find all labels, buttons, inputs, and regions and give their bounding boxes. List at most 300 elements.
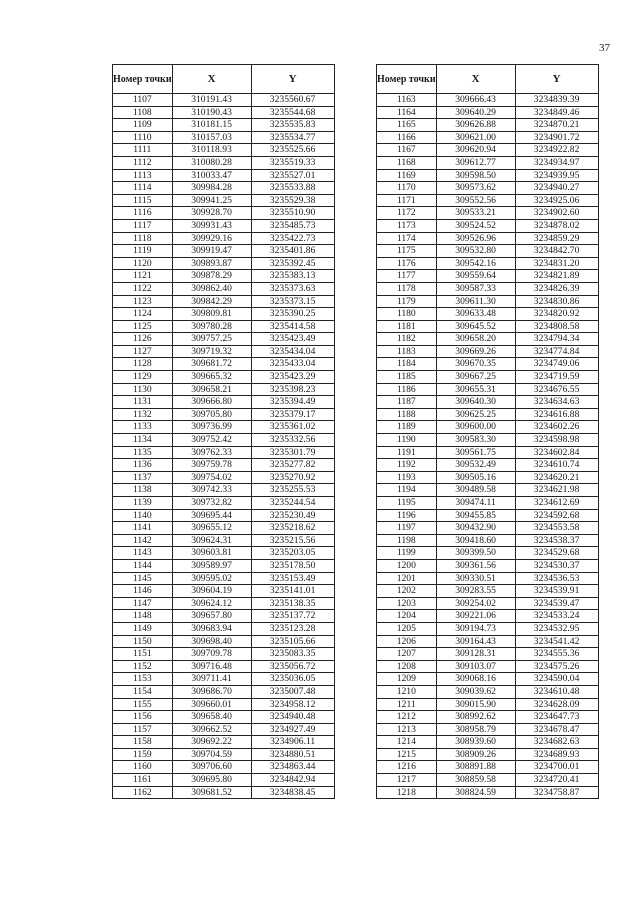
table-row (113, 559, 335, 572)
cell-point-number: 1149 (113, 622, 173, 635)
cell-point-number: 1124 (113, 308, 173, 321)
cell-y: 3234906.11 (251, 736, 334, 749)
cell-point-number: 1204 (377, 610, 437, 623)
cell-x: 309432.90 (436, 522, 515, 535)
table-row (377, 446, 599, 459)
cell-x: 309732.82 (172, 497, 251, 510)
cell-y: 3234940.48 (251, 711, 334, 724)
cell-y: 3234831.20 (515, 257, 598, 270)
cell-point-number: 1121 (113, 270, 173, 283)
table-row (113, 685, 335, 698)
cell-point-number: 1205 (377, 622, 437, 635)
table-row (113, 106, 335, 119)
cell-y: 3235519.33 (251, 156, 334, 169)
cell-y: 3235215.56 (251, 534, 334, 547)
table-row (113, 308, 335, 321)
table-row (113, 572, 335, 585)
table-row (113, 497, 335, 510)
cell-point-number: 1198 (377, 534, 437, 547)
table-row (113, 534, 335, 547)
cell-x: 309984.28 (172, 182, 251, 195)
cell-y: 3234532.95 (515, 622, 598, 635)
cell-x: 309559.64 (436, 270, 515, 283)
cell-y: 3234927.49 (251, 723, 334, 736)
table-row (113, 144, 335, 157)
table-row (377, 610, 599, 623)
cell-x: 309780.28 (172, 320, 251, 333)
cell-y: 3234830.86 (515, 295, 598, 308)
cell-x: 310033.47 (172, 169, 251, 182)
cell-y: 3234859.29 (515, 232, 598, 245)
table-row (377, 94, 599, 107)
cell-point-number: 1215 (377, 748, 437, 761)
cell-y: 3234794.34 (515, 333, 598, 346)
cell-x: 309757.25 (172, 333, 251, 346)
cell-x: 309600.00 (436, 421, 515, 434)
table-row (113, 761, 335, 774)
cell-point-number: 1211 (377, 698, 437, 711)
table-row (113, 421, 335, 434)
table-row (377, 497, 599, 510)
cell-x: 310191.43 (172, 94, 251, 107)
table-row (377, 622, 599, 635)
table-row (113, 270, 335, 283)
cell-y: 3234842.70 (515, 245, 598, 258)
cell-point-number: 1170 (377, 182, 437, 195)
cell-y: 3235560.67 (251, 94, 334, 107)
cell-y: 3234842.94 (251, 774, 334, 787)
cell-y: 3234689.93 (515, 748, 598, 761)
cell-x: 309752.42 (172, 434, 251, 447)
cell-y: 3234880.51 (251, 748, 334, 761)
cell-x: 309526.96 (436, 232, 515, 245)
cell-point-number: 1119 (113, 245, 173, 258)
cell-point-number: 1112 (113, 156, 173, 169)
cell-point-number: 1203 (377, 597, 437, 610)
table-row (377, 711, 599, 724)
cell-y: 3234539.91 (515, 585, 598, 598)
cell-point-number: 1131 (113, 396, 173, 409)
cell-x: 309573.62 (436, 182, 515, 195)
cell-x: 309711.41 (172, 673, 251, 686)
cell-x: 309640.30 (436, 396, 515, 409)
cell-y: 3234553.58 (515, 522, 598, 535)
cell-x: 310181.15 (172, 119, 251, 132)
cell-y: 3235544.68 (251, 106, 334, 119)
cell-y: 3235414.58 (251, 320, 334, 333)
cell-y: 3235056.72 (251, 660, 334, 673)
table-row (377, 194, 599, 207)
cell-x: 309561.75 (436, 446, 515, 459)
table-row (113, 648, 335, 661)
cell-x: 309533.21 (436, 207, 515, 220)
cell-point-number: 1115 (113, 194, 173, 207)
cell-x: 309552.56 (436, 194, 515, 207)
cell-point-number: 1191 (377, 446, 437, 459)
cell-x: 309666.80 (172, 396, 251, 409)
cell-y: 3235383.13 (251, 270, 334, 283)
cell-y: 3234821.89 (515, 270, 598, 283)
cell-y: 3234676.55 (515, 383, 598, 396)
cell-x: 309706.60 (172, 761, 251, 774)
cell-x: 309754.02 (172, 471, 251, 484)
cell-point-number: 1171 (377, 194, 437, 207)
cell-y: 3234902.60 (515, 207, 598, 220)
cell-point-number: 1128 (113, 358, 173, 371)
cell-y: 3235433.04 (251, 358, 334, 371)
cell-y: 3234826.39 (515, 282, 598, 295)
cell-point-number: 1216 (377, 761, 437, 774)
cell-x: 309669.26 (436, 345, 515, 358)
cell-y: 3235485.73 (251, 219, 334, 232)
table-row (377, 282, 599, 295)
cell-point-number: 1206 (377, 635, 437, 648)
cell-point-number: 1165 (377, 119, 437, 132)
table-row (113, 396, 335, 409)
cell-point-number: 1138 (113, 484, 173, 497)
cell-point-number: 1212 (377, 711, 437, 724)
cell-x: 309686.70 (172, 685, 251, 698)
table-row (377, 371, 599, 384)
table-row (113, 345, 335, 358)
header-x: X (172, 65, 251, 94)
cell-x: 309762.33 (172, 446, 251, 459)
cell-point-number: 1111 (113, 144, 173, 157)
header-point-number: Номер точки (377, 65, 437, 94)
cell-x: 309587.33 (436, 282, 515, 295)
cell-y: 3234758.87 (515, 786, 598, 799)
cell-point-number: 1177 (377, 270, 437, 283)
cell-point-number: 1186 (377, 383, 437, 396)
table-row (113, 622, 335, 635)
cell-y: 3235398.23 (251, 383, 334, 396)
table-row (113, 660, 335, 673)
cell-x: 309039.62 (436, 685, 515, 698)
cell-x: 309704.59 (172, 748, 251, 761)
cell-point-number: 1136 (113, 459, 173, 472)
cell-x: 309658.40 (172, 711, 251, 724)
cell-x: 309893.87 (172, 257, 251, 270)
cell-x: 309068.16 (436, 673, 515, 686)
cell-point-number: 1159 (113, 748, 173, 761)
cell-x: 308909.26 (436, 748, 515, 761)
cell-point-number: 1150 (113, 635, 173, 648)
table-row (113, 723, 335, 736)
cell-x: 310190.43 (172, 106, 251, 119)
table-row (377, 736, 599, 749)
cell-point-number: 1140 (113, 509, 173, 522)
cell-y: 3235105.66 (251, 635, 334, 648)
table-row (113, 169, 335, 182)
cell-x: 309221.06 (436, 610, 515, 623)
cell-y: 3235529.38 (251, 194, 334, 207)
table-row (377, 270, 599, 283)
cell-point-number: 1118 (113, 232, 173, 245)
cell-y: 3235422.73 (251, 232, 334, 245)
table-row (377, 219, 599, 232)
cell-x: 310157.03 (172, 131, 251, 144)
cell-y: 3234863.44 (251, 761, 334, 774)
cell-x: 309709.78 (172, 648, 251, 661)
cell-y: 3234555.36 (515, 648, 598, 661)
cell-x: 309633.48 (436, 308, 515, 321)
cell-point-number: 1218 (377, 786, 437, 799)
cell-point-number: 1208 (377, 660, 437, 673)
cell-point-number: 1153 (113, 673, 173, 686)
cell-x: 309842.29 (172, 295, 251, 308)
cell-x: 309532.49 (436, 459, 515, 472)
cell-x: 309399.50 (436, 547, 515, 560)
cell-point-number: 1217 (377, 774, 437, 787)
table-row (377, 522, 599, 535)
cell-y: 3234839.39 (515, 94, 598, 107)
cell-x: 309620.94 (436, 144, 515, 157)
cell-y: 3235083.35 (251, 648, 334, 661)
cell-x: 309716.48 (172, 660, 251, 673)
cell-point-number: 1207 (377, 648, 437, 661)
cell-x: 309598.50 (436, 169, 515, 182)
cell-x: 308958.79 (436, 723, 515, 736)
cell-x: 309015.90 (436, 698, 515, 711)
cell-point-number: 1160 (113, 761, 173, 774)
cell-point-number: 1187 (377, 396, 437, 409)
cell-point-number: 1137 (113, 471, 173, 484)
table-row (113, 358, 335, 371)
cell-y: 3235178.50 (251, 559, 334, 572)
cell-x: 309928.70 (172, 207, 251, 220)
table-row (113, 522, 335, 535)
cell-point-number: 1116 (113, 207, 173, 220)
cell-y: 3234634.63 (515, 396, 598, 409)
table-row (113, 736, 335, 749)
cell-x: 309719.32 (172, 345, 251, 358)
table-row (377, 698, 599, 711)
table-row (377, 585, 599, 598)
cell-point-number: 1151 (113, 648, 173, 661)
cell-point-number: 1213 (377, 723, 437, 736)
cell-x: 309589.97 (172, 559, 251, 572)
cell-x: 308824.59 (436, 786, 515, 799)
cell-y: 3235218.62 (251, 522, 334, 535)
cell-x: 309103.07 (436, 660, 515, 673)
cell-y: 3234529.68 (515, 547, 598, 560)
cell-y: 3235373.15 (251, 295, 334, 308)
table-row (113, 446, 335, 459)
cell-x: 309254.02 (436, 597, 515, 610)
cell-y: 3234749.06 (515, 358, 598, 371)
cell-x: 309532.80 (436, 245, 515, 258)
cell-x: 309604.19 (172, 585, 251, 598)
table-row (113, 194, 335, 207)
cell-point-number: 1134 (113, 434, 173, 447)
table-row (377, 207, 599, 220)
cell-x: 309667.25 (436, 371, 515, 384)
cell-point-number: 1156 (113, 711, 173, 724)
cell-y: 3235141.01 (251, 585, 334, 598)
cell-point-number: 1142 (113, 534, 173, 547)
page-number: 37 (599, 42, 610, 54)
table-row (377, 245, 599, 258)
cell-y: 3235379.17 (251, 408, 334, 421)
table-row (377, 182, 599, 195)
cell-x: 309524.52 (436, 219, 515, 232)
header-y: Y (251, 65, 334, 94)
cell-x: 309695.44 (172, 509, 251, 522)
cell-x: 309660.01 (172, 698, 251, 711)
cell-point-number: 1139 (113, 497, 173, 510)
cell-y: 3234538.37 (515, 534, 598, 547)
cell-y: 3235244.54 (251, 497, 334, 510)
cell-x: 309611.30 (436, 295, 515, 308)
cell-point-number: 1210 (377, 685, 437, 698)
table-row (113, 711, 335, 724)
table-row (113, 635, 335, 648)
table-row (377, 547, 599, 560)
table-row (377, 345, 599, 358)
table-row (377, 156, 599, 169)
cell-x: 309626.88 (436, 119, 515, 132)
cell-y: 3234878.02 (515, 219, 598, 232)
table-row (377, 635, 599, 648)
cell-point-number: 1179 (377, 295, 437, 308)
table-row (113, 295, 335, 308)
cell-x: 309489.58 (436, 484, 515, 497)
cell-x: 309683.94 (172, 622, 251, 635)
table-row (113, 182, 335, 195)
cell-y: 3234682.63 (515, 736, 598, 749)
cell-x: 309474.11 (436, 497, 515, 510)
cell-y: 3234925.06 (515, 194, 598, 207)
cell-x: 309681.52 (172, 786, 251, 799)
cell-x: 308992.62 (436, 711, 515, 724)
cell-point-number: 1158 (113, 736, 173, 749)
cell-x: 309595.02 (172, 572, 251, 585)
cell-y: 3235510.90 (251, 207, 334, 220)
table-row (113, 383, 335, 396)
cell-point-number: 1197 (377, 522, 437, 535)
cell-point-number: 1180 (377, 308, 437, 321)
table-row (377, 232, 599, 245)
table-row (113, 408, 335, 421)
cell-point-number: 1209 (377, 673, 437, 686)
table-row (377, 723, 599, 736)
cell-x: 309621.00 (436, 131, 515, 144)
cell-point-number: 1109 (113, 119, 173, 132)
cell-point-number: 1167 (377, 144, 437, 157)
cell-point-number: 1214 (377, 736, 437, 749)
cell-point-number: 1183 (377, 345, 437, 358)
cell-point-number: 1169 (377, 169, 437, 182)
header-x: X (436, 65, 515, 94)
header-point-number: Номер точки (113, 65, 173, 94)
cell-point-number: 1176 (377, 257, 437, 270)
cell-point-number: 1178 (377, 282, 437, 295)
cell-y: 3234808.58 (515, 320, 598, 333)
table-row (377, 748, 599, 761)
cell-y: 3235373.63 (251, 282, 334, 295)
table-row (113, 673, 335, 686)
cell-x: 309736.99 (172, 421, 251, 434)
cell-x: 309759.78 (172, 459, 251, 472)
cell-x: 309658.20 (436, 333, 515, 346)
cell-point-number: 1157 (113, 723, 173, 736)
cell-x: 309655.31 (436, 383, 515, 396)
cell-y: 3235361.02 (251, 421, 334, 434)
cell-y: 3234922.82 (515, 144, 598, 157)
cell-y: 3235036.05 (251, 673, 334, 686)
cell-x: 309862.40 (172, 282, 251, 295)
cell-point-number: 1182 (377, 333, 437, 346)
table-row (113, 698, 335, 711)
table-row (377, 597, 599, 610)
table-row (113, 547, 335, 560)
table-row (113, 597, 335, 610)
cell-x: 309455.85 (436, 509, 515, 522)
cell-point-number: 1194 (377, 484, 437, 497)
cell-x: 309658.21 (172, 383, 251, 396)
cell-x: 309809.81 (172, 308, 251, 321)
cell-x: 309655.12 (172, 522, 251, 535)
cell-point-number: 1175 (377, 245, 437, 258)
cell-point-number: 1125 (113, 320, 173, 333)
cell-x: 309645.52 (436, 320, 515, 333)
cell-point-number: 1189 (377, 421, 437, 434)
table-row (377, 408, 599, 421)
cell-point-number: 1164 (377, 106, 437, 119)
cell-y: 3234602.26 (515, 421, 598, 434)
table-row (113, 484, 335, 497)
cell-y: 3234647.73 (515, 711, 598, 724)
cell-y: 3234610.48 (515, 685, 598, 698)
cell-y: 3235138.35 (251, 597, 334, 610)
cell-y: 3235434.04 (251, 345, 334, 358)
table-row (113, 610, 335, 623)
cell-y: 3235301.79 (251, 446, 334, 459)
cell-y: 3235535.83 (251, 119, 334, 132)
table-row (377, 119, 599, 132)
cell-y: 3234628.09 (515, 698, 598, 711)
cell-x: 309194.73 (436, 622, 515, 635)
cell-y: 3234536.53 (515, 572, 598, 585)
cell-x: 309692.22 (172, 736, 251, 749)
cell-point-number: 1163 (377, 94, 437, 107)
cell-x: 309542.16 (436, 257, 515, 270)
cell-y: 3234958.12 (251, 698, 334, 711)
cell-y: 3234602.84 (515, 446, 598, 459)
cell-x: 309505.16 (436, 471, 515, 484)
table-row (377, 396, 599, 409)
table-row (377, 257, 599, 270)
table-row (113, 131, 335, 144)
cell-y: 3234616.88 (515, 408, 598, 421)
cell-y: 3235533.88 (251, 182, 334, 195)
cell-x: 309624.31 (172, 534, 251, 547)
cell-point-number: 1184 (377, 358, 437, 371)
cell-y: 3234575.26 (515, 660, 598, 673)
cell-y: 3235153.49 (251, 572, 334, 585)
cell-y: 3234610.74 (515, 459, 598, 472)
cell-y: 3234530.37 (515, 559, 598, 572)
table-row (113, 232, 335, 245)
cell-x: 309919.47 (172, 245, 251, 258)
table-row (377, 484, 599, 497)
cell-point-number: 1196 (377, 509, 437, 522)
table-row (377, 131, 599, 144)
cell-y: 3234620.21 (515, 471, 598, 484)
table-row (377, 572, 599, 585)
cell-point-number: 1127 (113, 345, 173, 358)
cell-y: 3235255.53 (251, 484, 334, 497)
